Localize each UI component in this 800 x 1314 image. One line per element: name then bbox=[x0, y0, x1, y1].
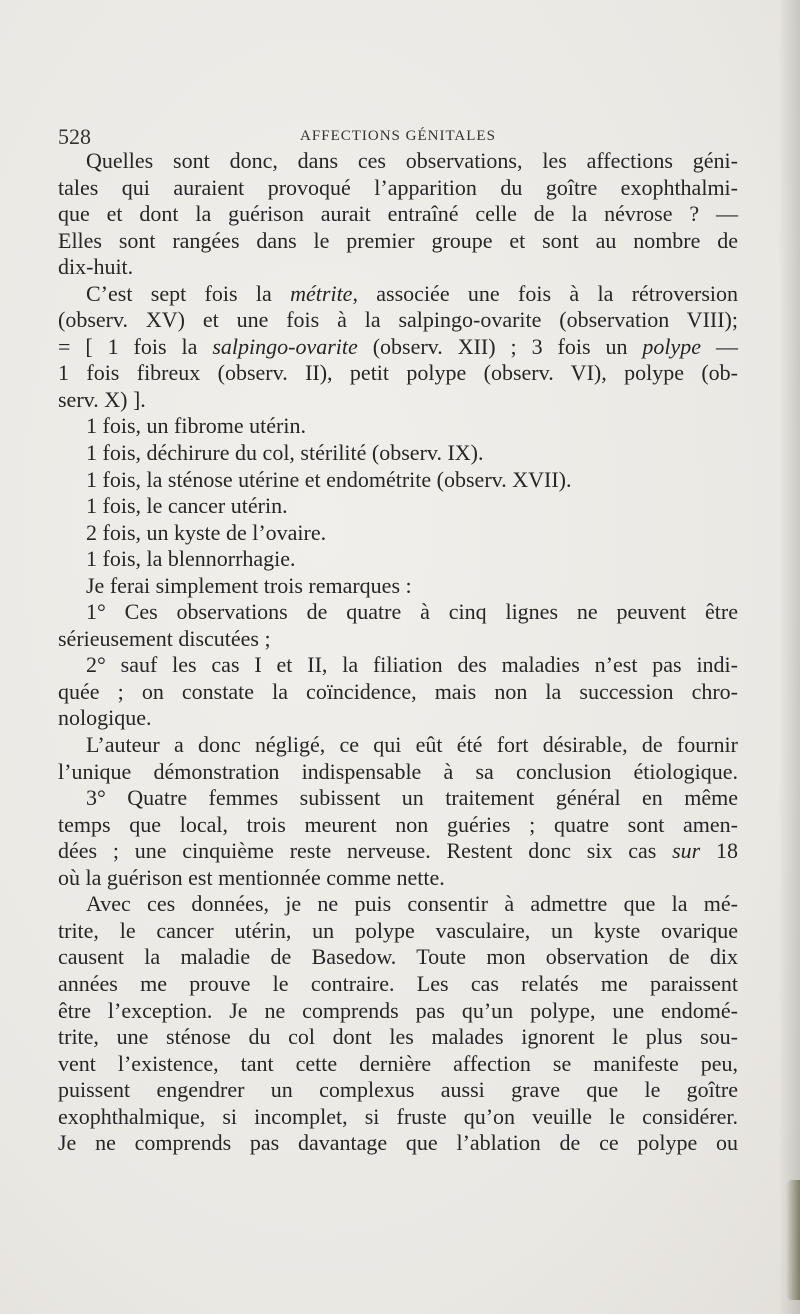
text-line: dix-huit. bbox=[58, 254, 134, 280]
running-head: AFFECTIONS GÉNITALES bbox=[300, 128, 496, 144]
text-line: 1 fois, la blennorrhagie. bbox=[86, 546, 296, 572]
page-edge-stain bbox=[786, 1180, 800, 1300]
text-line: 2° sauf les cas I et II, la filiation des maladies n’est pas indi- bbox=[86, 652, 738, 678]
text-line: serv. X) ]. bbox=[58, 386, 146, 412]
text-line: trite, le cancer utérin, un polype vasculaire, un kyste ovarique bbox=[58, 917, 738, 943]
text-line: Je ne comprends pas davantage que l’ablation de ce polype ou bbox=[58, 1130, 738, 1156]
text-line: 3° Quatre femmes subissent un traitement général en même bbox=[86, 785, 738, 811]
text-line: 1 fois fibreux (observ. II), petit polype (observ. VI), polype (ob- bbox=[58, 360, 738, 386]
text-line: C’est sept fois la métrite, associée une fois à la rétroversion bbox=[86, 280, 738, 306]
italic-term: sur bbox=[672, 838, 701, 864]
text-line: l’unique démonstration indispensable à sa conclusion étiologique. bbox=[58, 758, 738, 784]
text-line: = [ 1 fois la salpingo-ovarite (observ. XII) ; 3 fois un polype — bbox=[58, 333, 738, 359]
text-line: 1 fois, la sténose utérine et endométrite (observ. XVII). bbox=[86, 466, 572, 492]
text-line: que et dont la guérison aurait entraîné celle de la névrose ? — bbox=[58, 201, 738, 227]
text-line: Quelles sont donc, dans ces observations, les affections géni- bbox=[86, 148, 738, 173]
italic-term: métrite bbox=[290, 280, 353, 306]
text-line: (observ. XV) et une fois à la salpingo-ovarite (observation VIII); bbox=[58, 307, 738, 333]
text-line: Je ferai simplement trois remarques : bbox=[86, 572, 412, 598]
text-line: L’auteur a donc négligé, ce qui eût été fort désirable, de fournir bbox=[86, 732, 738, 758]
text-line: Elles sont rangées dans le premier groupe et sont au nombre de bbox=[58, 227, 738, 253]
text-line: 1 fois, le cancer utérin. bbox=[86, 493, 288, 519]
text-line: sérieusement discutées ; bbox=[58, 625, 271, 651]
page-number: 528 bbox=[58, 124, 91, 149]
text-line: où la guérison est mentionnée comme nette. bbox=[58, 864, 445, 890]
text-line: 1 fois, un fibrome utérin. bbox=[86, 413, 306, 439]
text-line: temps que local, trois meurent non guéries ; quatre sont amen- bbox=[58, 811, 738, 837]
italic-term: salpingo-ovarite bbox=[212, 333, 358, 359]
italic-term: polype bbox=[642, 333, 702, 359]
text-line: années me prouve le contraire. Les cas relatés me paraissent bbox=[58, 970, 738, 996]
text-line: causent la maladie de Basedow. Toute mon observation de dix bbox=[58, 944, 738, 970]
text-line: puissent engendrer un complexus aussi grave que le goître bbox=[58, 1077, 738, 1103]
text-line: être l’exception. Je ne comprends pas qu’un polype, une endomé- bbox=[58, 997, 738, 1023]
text-line: vent l’existence, tant cette dernière affection se manifeste peu, bbox=[58, 1050, 738, 1076]
page-header bbox=[58, 124, 738, 148]
body-text bbox=[58, 148, 738, 1157]
text-line: quée ; on constate la coïncidence, mais non la succession chro- bbox=[58, 678, 738, 704]
text-line: 2 fois, un kyste de l’ovaire. bbox=[86, 519, 327, 545]
text-line: 1 fois, déchirure du col, stérilité (observ. IX). bbox=[86, 440, 484, 466]
page-edge-shadow bbox=[778, 0, 800, 1314]
text-line: dées ; une cinquième reste nerveuse. Restent donc six cas sur 18 bbox=[58, 838, 739, 864]
text-line: Avec ces données, je ne puis consentir à admettre que la mé- bbox=[86, 891, 738, 917]
text-line: 1° Ces observations de quatre à cinq lignes ne peuvent être bbox=[86, 599, 738, 625]
text-line: tales qui auraient provoqué l’apparition du goître exophthalmi- bbox=[58, 174, 738, 200]
text-line: exophthalmique, si incomplet, si fruste qu’on veuille le considérer. bbox=[58, 1103, 738, 1129]
text-line: nologique. bbox=[58, 705, 152, 731]
text-line: trite, une sténose du col dont les malades ignorent le plus sou- bbox=[58, 1024, 738, 1050]
